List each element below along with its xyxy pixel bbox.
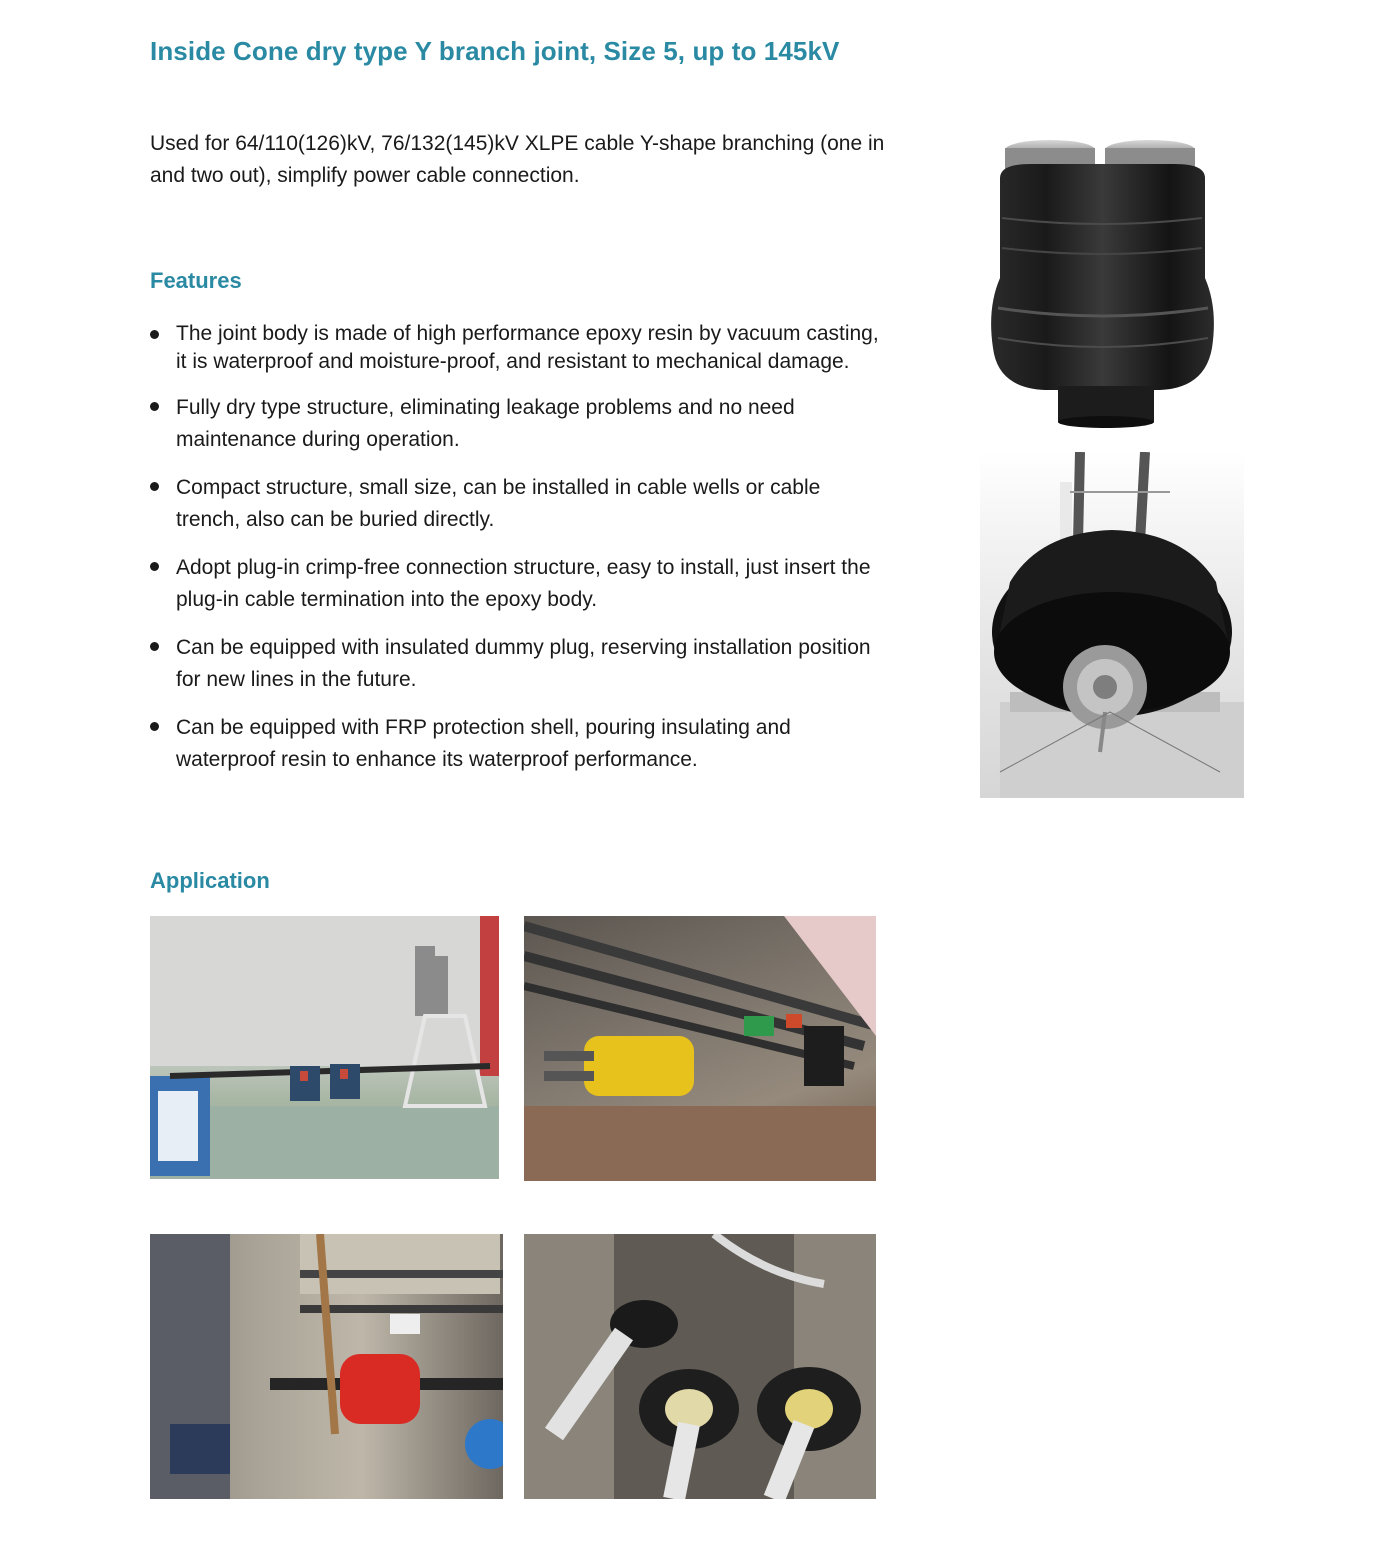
feature-text: Can be equipped with FRP protection shell, pouring insulating and waterproof resin to enhance its waterproof performance. (176, 716, 791, 771)
application-photo-test-lab (150, 916, 499, 1179)
feature-item (150, 392, 890, 455)
product-photo-joint-body (990, 138, 1215, 430)
application-photo-cable-well-joints (524, 1234, 876, 1499)
features-heading: Features (150, 268, 242, 293)
page-title: Inside Cone dry type Y branch joint, Size 5, up to 145kV (150, 36, 840, 66)
feature-item (150, 632, 890, 695)
bullet-icon (150, 482, 159, 491)
feature-list (150, 320, 890, 792)
application-heading: Application (150, 868, 270, 893)
bullet-icon (150, 722, 159, 731)
feature-item (150, 552, 890, 615)
bullet-icon (150, 642, 159, 651)
feature-text: Adopt plug-in crimp-free connection structure, easy to install, just insert the plug-in cable termination into the epoxy body. (176, 556, 871, 611)
feature-text: Compact structure, small size, can be installed in cable wells or cable trench, also can be buried directly. (176, 476, 821, 531)
application-photo-workers-red-joint (150, 1234, 503, 1499)
feature-text: Fully dry type structure, eliminating leakage problems and no need maintenance during operation. (176, 396, 795, 451)
intro-paragraph: Used for 64/110(126)kV, 76/132(145)kV XLPE cable Y-shape branching (one in and two out), simplify power cable connection. (150, 132, 885, 187)
feature-item (150, 712, 890, 775)
bullet-icon (150, 330, 159, 339)
feature-text: The joint body is made of high performance epoxy resin by vacuum casting, it is waterproof and moisture-proof, and resistant to mechanical damage. (176, 322, 879, 373)
application-photo-cable-trench-yellow (524, 916, 876, 1181)
feature-item (150, 320, 890, 375)
feature-text: Can be equipped with insulated dummy plug, reserving installation position for new lines in the future. (176, 636, 871, 691)
feature-item (150, 472, 890, 535)
bullet-icon (150, 402, 159, 411)
bullet-icon (150, 562, 159, 571)
product-photo-joint-installed (980, 452, 1244, 798)
